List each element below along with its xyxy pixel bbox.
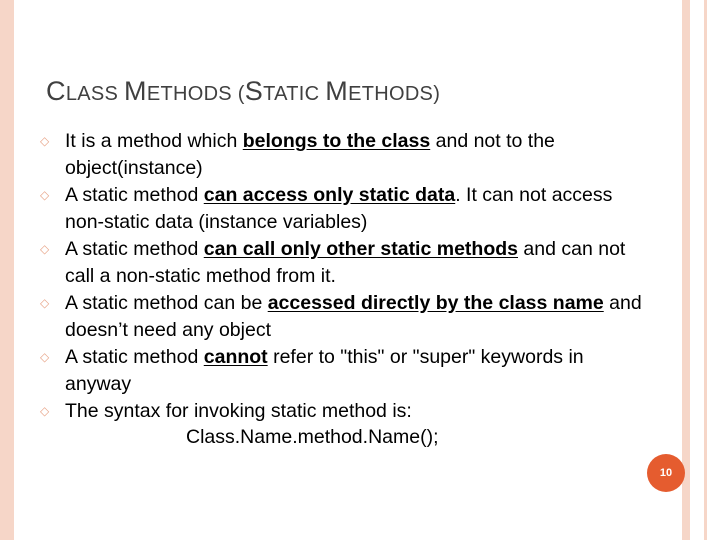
title-rest-1: LASS xyxy=(65,83,125,105)
bullet-text: A static method can be xyxy=(65,292,268,314)
syntax-example: Class.Name.method.Name(); xyxy=(186,426,439,448)
bullet-text: The syntax for invoking static method is: xyxy=(65,400,412,422)
diamond-bullet-icon: ◇ xyxy=(40,242,50,256)
title-cap-4: M xyxy=(325,76,349,106)
bullet-item xyxy=(40,182,646,236)
slide-frame-left xyxy=(0,0,14,540)
diamond-bullet-icon: ◇ xyxy=(40,134,50,148)
bullet-emphasis: accessed directly by the class name xyxy=(267,292,604,314)
bullet-item xyxy=(40,344,646,398)
bullet-emphasis: cannot xyxy=(203,346,268,368)
bullet-item xyxy=(40,128,646,182)
diamond-bullet-icon: ◇ xyxy=(40,296,50,310)
bullet-text: and doesn’t need any object xyxy=(65,292,642,341)
title-rest-4: ETHODS) xyxy=(348,83,441,105)
title-cap-1: C xyxy=(46,76,66,106)
title-cap-2: M xyxy=(124,76,147,106)
bullet-text: . It can not access non-static data (instance variables) xyxy=(65,184,613,233)
page-number-badge: 10 xyxy=(647,454,685,492)
bullet-item xyxy=(40,398,646,425)
bullet-emphasis: can access only static data xyxy=(203,184,456,206)
bullet-text: and can not call a non-static method from it. xyxy=(65,238,626,287)
bullet-text: A static method xyxy=(65,346,204,368)
bullet-text: It is a method which xyxy=(65,130,243,152)
diamond-bullet-icon: ◇ xyxy=(40,350,50,364)
title-rest-2: ETHODS ( xyxy=(146,83,245,105)
bullet-item xyxy=(40,290,646,344)
bullet-emphasis: belongs to the class xyxy=(242,130,431,152)
title-rest-3: TATIC xyxy=(263,83,326,105)
diamond-bullet-icon: ◇ xyxy=(40,188,50,202)
slide-frame-right-line xyxy=(704,0,707,540)
title-cap-3: S xyxy=(244,76,264,106)
bullet-emphasis: can call only other static methods xyxy=(203,238,518,260)
bullet-list xyxy=(40,128,646,425)
slide-title xyxy=(46,76,440,107)
slide-frame-right-bar xyxy=(682,0,690,540)
bullet-text: A static method xyxy=(65,184,204,206)
bullet-item xyxy=(40,236,646,290)
bullet-text: and not to the object(instance) xyxy=(65,130,555,179)
bullet-text: A static method xyxy=(65,238,204,260)
diamond-bullet-icon: ◇ xyxy=(40,404,50,418)
bullet-text: refer to "this" or "super" keywords in anyway xyxy=(65,346,584,395)
